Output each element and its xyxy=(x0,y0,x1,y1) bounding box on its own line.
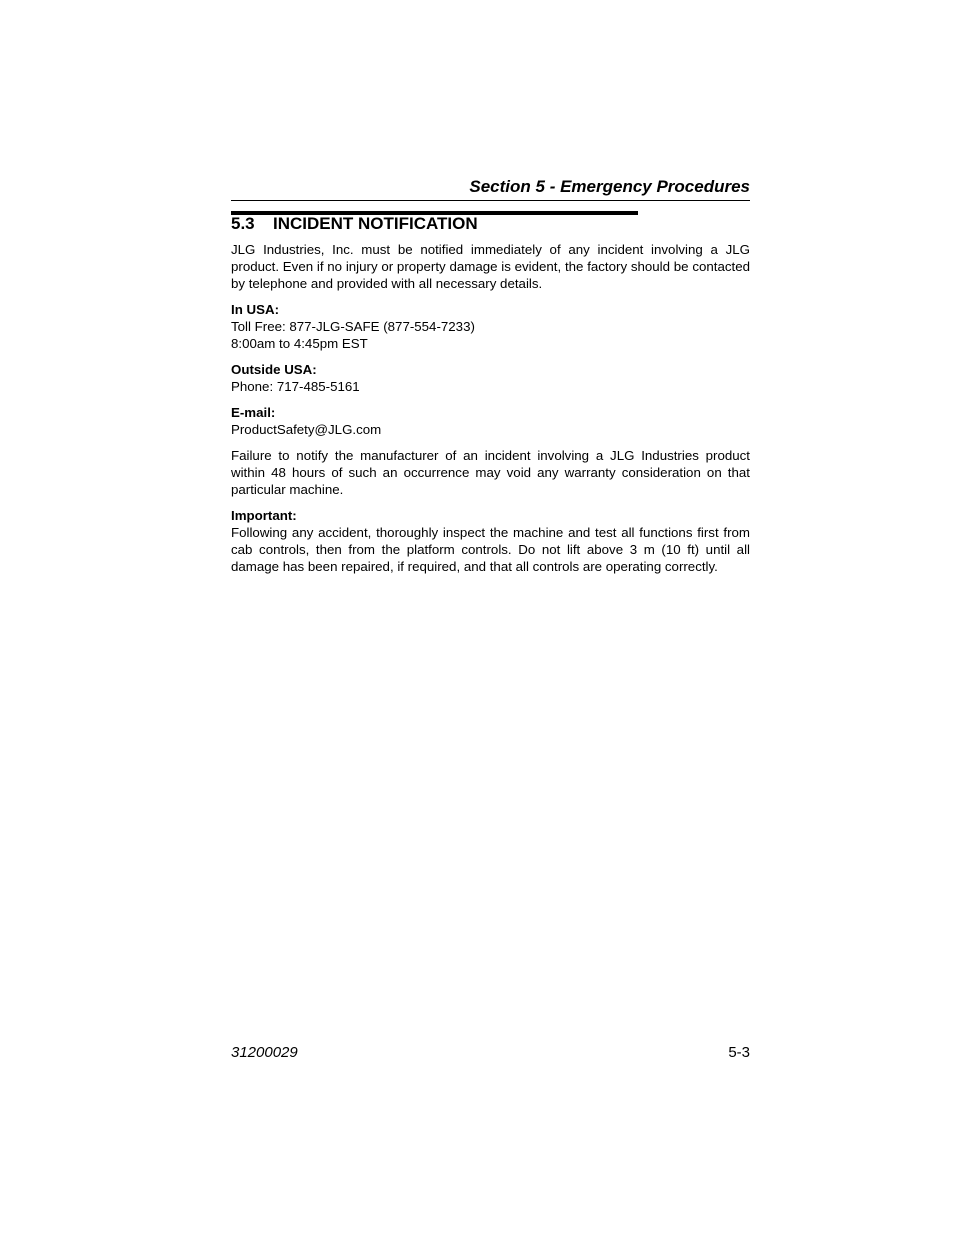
important-label: Important: xyxy=(231,508,297,523)
usa-hours: 8:00am to 4:45pm EST xyxy=(231,336,368,351)
page-content xyxy=(231,214,750,584)
outside-usa-label: Outside USA: xyxy=(231,362,317,377)
usa-toll-free: Toll Free: 877-JLG-SAFE (877-554-7233) xyxy=(231,319,475,334)
outside-usa-contact xyxy=(231,361,750,395)
section-header: Section 5 - Emergency Procedures xyxy=(469,177,750,196)
warranty-paragraph: Failure to notify the manufacturer of an incident involving a JLG Industries product within 48 hours of such an occurrence may void any warranty consideration on that particular machine. xyxy=(231,448,750,497)
section-number: 5.3 xyxy=(231,214,255,233)
doc-number: 31200029 xyxy=(231,1044,298,1061)
section-title: INCIDENT NOTIFICATION xyxy=(273,214,478,233)
important-text: Following any accident, thoroughly inspect the machine and test all functions first from cab controls, then from the platform controls. Do not lift above 3 m (10 ft) until all damage has been repaired, if required, and that all controls are operating correctly. xyxy=(231,525,750,574)
section-heading xyxy=(231,214,750,234)
email-address: ProductSafety@JLG.com xyxy=(231,422,382,437)
header-rule xyxy=(231,200,750,201)
important-note xyxy=(231,507,750,575)
outside-usa-phone: Phone: 717-485-5161 xyxy=(231,379,360,394)
intro-paragraph: JLG Industries, Inc. must be notified immediately of any incident involving a JLG product. Even if no injury or property damage is evident, the factory should be contacted by telephone and provided with all necessary details. xyxy=(231,242,750,291)
usa-label: In USA: xyxy=(231,302,280,317)
email-contact xyxy=(231,404,750,438)
usa-contact xyxy=(231,301,750,352)
email-label: E-mail: xyxy=(231,405,276,420)
page-number: 5-3 xyxy=(728,1044,750,1061)
